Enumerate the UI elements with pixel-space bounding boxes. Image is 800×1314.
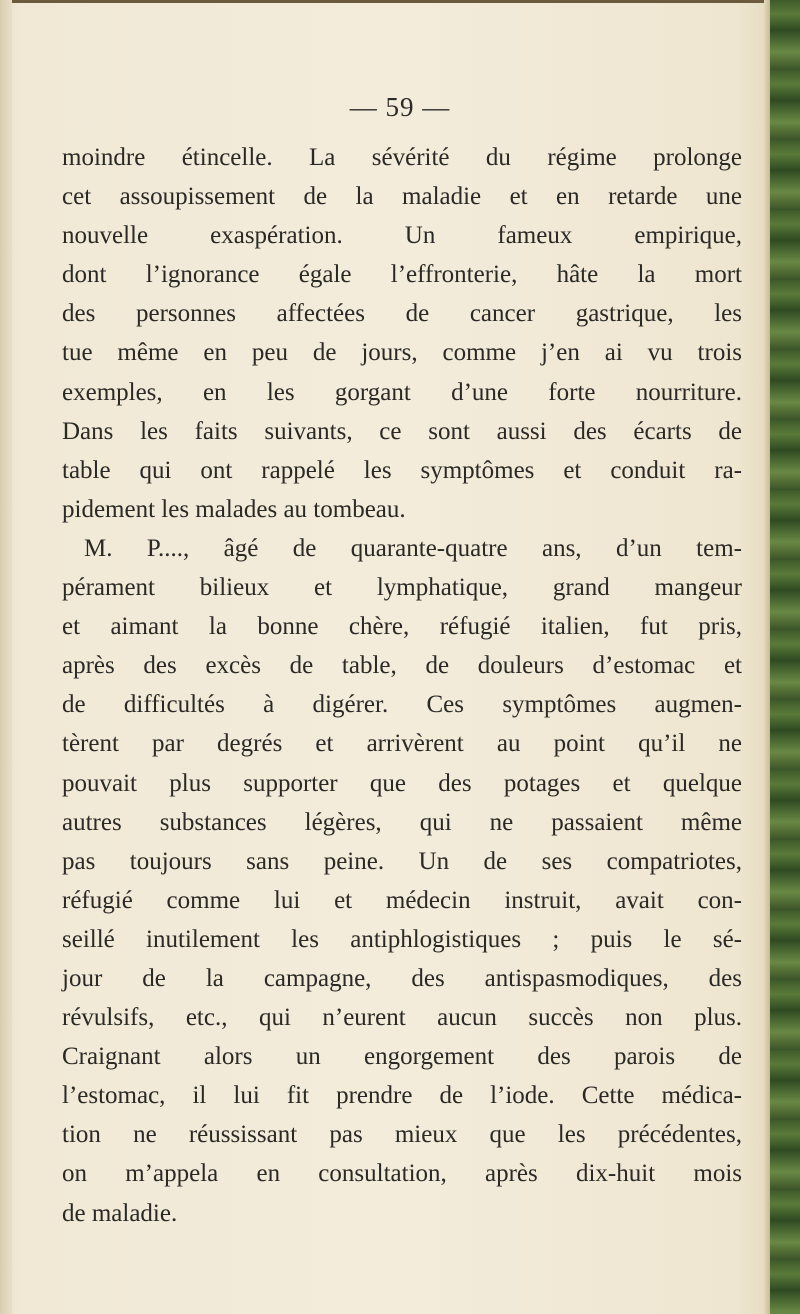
text-line: de difficultés à digérer. Ces symptômes augmen- (62, 691, 742, 719)
text-line: de maladie. (62, 1199, 178, 1227)
text-line: dont l’ignorance égale l’effronterie, hâte la mort (62, 261, 742, 289)
page-number: — 59 — (349, 92, 451, 122)
text-line: tèrent par degrés et arrivèrent au point qu’il ne (62, 730, 742, 758)
text-line: pouvait plus supporter que des potages et quelque (62, 769, 742, 797)
text-line: moindre étincelle. La sévérité du régime prolonge (62, 144, 742, 171)
text-line: l’estomac, il lui fit prendre de l’iode. Cette médica- (62, 1082, 742, 1110)
text-line: Craignant alors un engorgement des parois de (62, 1043, 742, 1071)
text-line: autres substances légères, qui ne passaient même (62, 808, 742, 836)
text-line: M. P...., âgé de quarante-quatre ans, d’un tem- (84, 534, 742, 562)
text-line: seillé inutilement les antiphlogistiques ; puis le sé- (62, 925, 742, 953)
body-text (62, 138, 742, 1233)
text-line: pérament bilieux et lymphatique, grand mangeur (62, 574, 742, 602)
text-line: Dans les faits suivants, ce sont aussi des écarts de (62, 417, 742, 445)
text-line: tue même en peu de jours, comme j’en ai vu trois (62, 339, 742, 367)
page-top-edge (0, 0, 800, 3)
text-line: pidement les malades au tombeau. (62, 495, 406, 523)
text-line: exemples, en les gorgant d’une forte nourriture. (62, 378, 742, 406)
text-line: cet assoupissement de la maladie et en retarde une (62, 183, 742, 211)
text-line: pas toujours sans peine. Un de ses compatriotes, (62, 847, 742, 875)
text-line: des personnes affectées de cancer gastrique, les (62, 300, 742, 328)
text-line: nouvelle exaspération. Un fameux empirique, (62, 222, 742, 250)
text-line: table qui ont rappelé les symptômes et conduit ra- (62, 456, 742, 484)
text-line: jour de la campagne, des antispasmodiques, des (62, 964, 742, 992)
text-line: et aimant la bonne chère, réfugié italien, fut pris, (62, 613, 742, 641)
page-gutter (0, 0, 12, 1314)
text-line: tion ne réussissant pas mieux que les précédentes, (62, 1121, 742, 1149)
book-binding (770, 0, 800, 1314)
text-line: révulsifs, etc., qui n’eurent aucun succès non plus. (62, 1004, 742, 1032)
text-line: on m’appela en consultation, après dix-huit mois (62, 1160, 742, 1188)
text-line: réfugié comme lui et médecin instruit, avait con- (62, 886, 742, 914)
text-line: après des excès de table, de douleurs d’estomac et (62, 652, 742, 680)
